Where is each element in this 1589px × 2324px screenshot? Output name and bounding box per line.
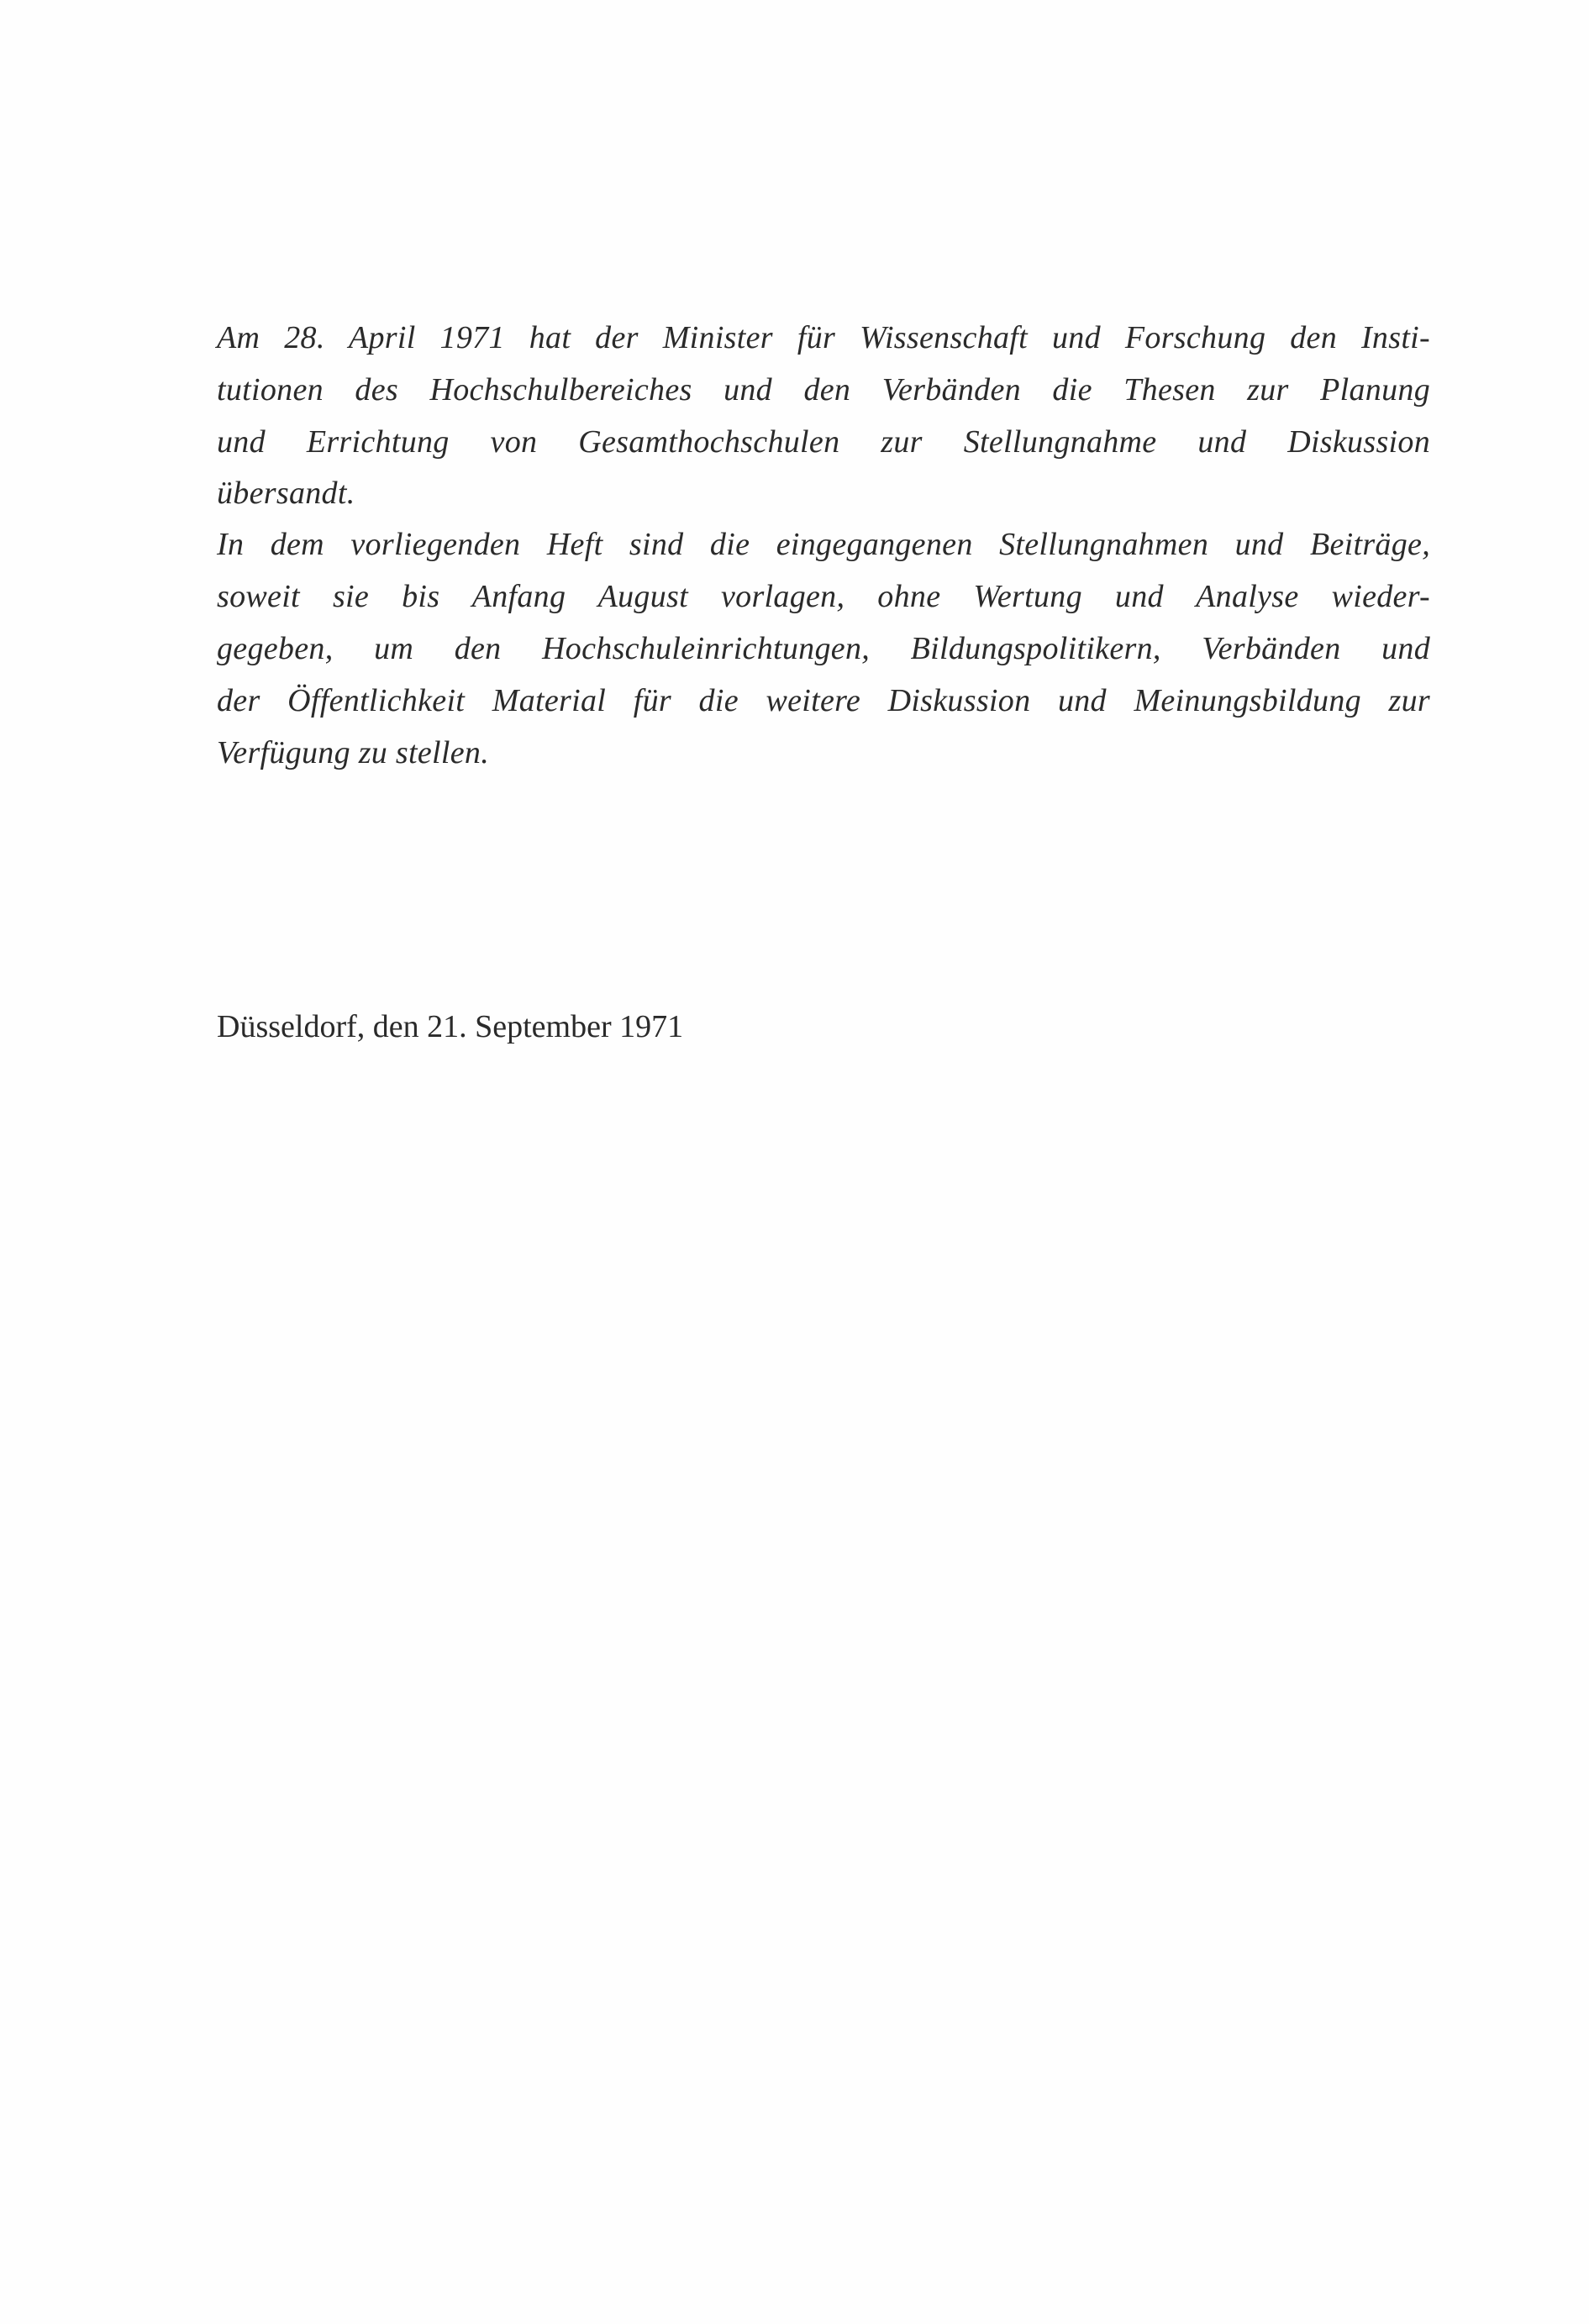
place-and-date: Düsseldorf, den 21. September 1971 bbox=[217, 1009, 684, 1044]
paragraph-1-line-3: und Errichtung von Gesamthochschulen zur Stellungnahme und Diskussion bbox=[217, 424, 1430, 460]
paragraph-1-line-2: tutionen des Hochschulbereiches und den Verbänden die Thesen zur Planung bbox=[217, 372, 1430, 407]
paragraph-2-line-4: der Öffentlichkeit Material für die weitere Diskussion und Meinungsbildung zur bbox=[217, 683, 1430, 718]
paragraph-2-line-1: In dem vorliegenden Heft sind die eingegangenen Stellungnahmen und Beiträge, bbox=[217, 527, 1430, 562]
paragraph-2-line-3: gegeben, um den Hochschuleinrichtungen, Bildungspolitikern, Verbänden und bbox=[217, 631, 1430, 666]
paragraph-2-line-5: Verfügung zu stellen. bbox=[217, 735, 489, 770]
paragraph-2-line-2: soweit sie bis Anfang August vorlagen, ohne Wertung und Analyse wieder- bbox=[217, 579, 1430, 614]
paragraph-1-line-1: Am 28. April 1971 hat der Minister für Wissenschaft und Forschung den Insti- bbox=[217, 320, 1430, 355]
paragraph-1-line-4: übersandt. bbox=[217, 476, 355, 511]
